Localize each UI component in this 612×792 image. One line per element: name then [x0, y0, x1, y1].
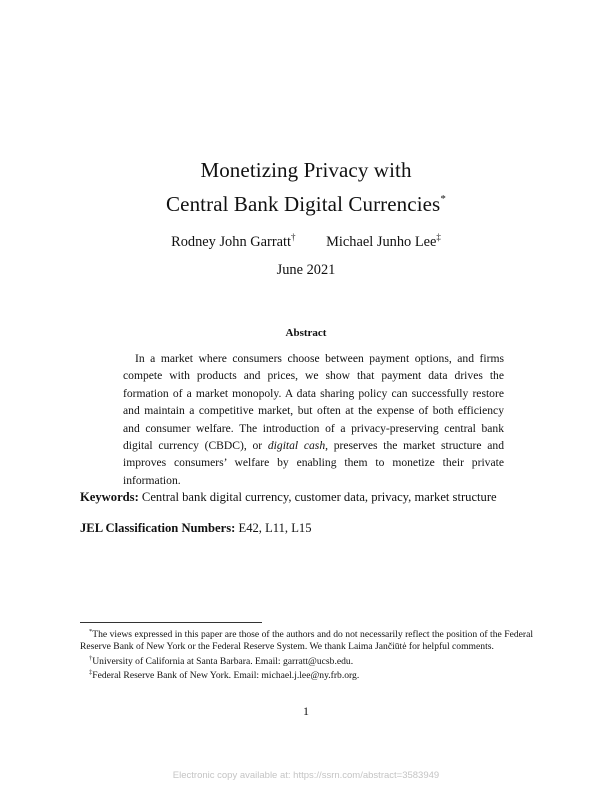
title-footnote-mark: * [440, 193, 446, 205]
jel-value: E42, L11, L15 [238, 521, 312, 535]
keywords [80, 490, 540, 505]
paper-title-line-1: Monetizing Privacy with [200, 158, 412, 182]
footnote-disclaimer: *The views expressed in this paper are those of the authors and do not necessarily reflect the position of the Federal Reserve Bank of New York or the Federal Reserve System. We thank Laima Jančiūtė for helpful comments. [80, 628, 533, 652]
footnotes [80, 626, 533, 682]
abstract-heading: Abstract [285, 327, 327, 339]
publication-date: June 2021 [276, 262, 336, 278]
abstract-text: In a market where consumers choose between payment options, and firms compete with products and prices, we show that payment data drives the formation of a market monopoly. A data sharing policy can successfully restore and maintain a competitive market, but often at the expense of both efficiency and consumer welfare. The introduction of a privacy-preserving central bank digital currency (CBDC), or digital cash, preserves the market structure and improves consumers’ welfare by enabling them to monetize their private information. [123, 352, 505, 487]
author-list [0, 232, 612, 251]
jel-label: JEL Classification Numbers: [80, 521, 236, 535]
keywords-value: Central bank digital currency, customer data, privacy, market structure [141, 490, 497, 504]
author-lee: Michael Junho Lee‡ [326, 232, 441, 250]
ssrn-availability-banner: Electronic copy available at: https://ssrn.com/abstract=3583949 [172, 770, 440, 781]
page-number: 1 [303, 704, 309, 718]
abstract-italic-term: digital cash [267, 439, 326, 453]
jel-classification [80, 521, 540, 536]
author-garratt: Rodney John Garratt† [171, 232, 296, 250]
footnote-garratt-affiliation: †University of California at Santa Barbara. Email: garratt@ucsb.edu. [89, 654, 354, 667]
keywords-label: Keywords: [80, 490, 139, 504]
footnote-divider [80, 622, 262, 623]
paper-title-line-2: Central Bank Digital Currencies* [166, 192, 446, 216]
footnote-lee-affiliation: ‡Federal Reserve Bank of New York. Email: michael.j.lee@ny.frb.org. [89, 669, 360, 682]
